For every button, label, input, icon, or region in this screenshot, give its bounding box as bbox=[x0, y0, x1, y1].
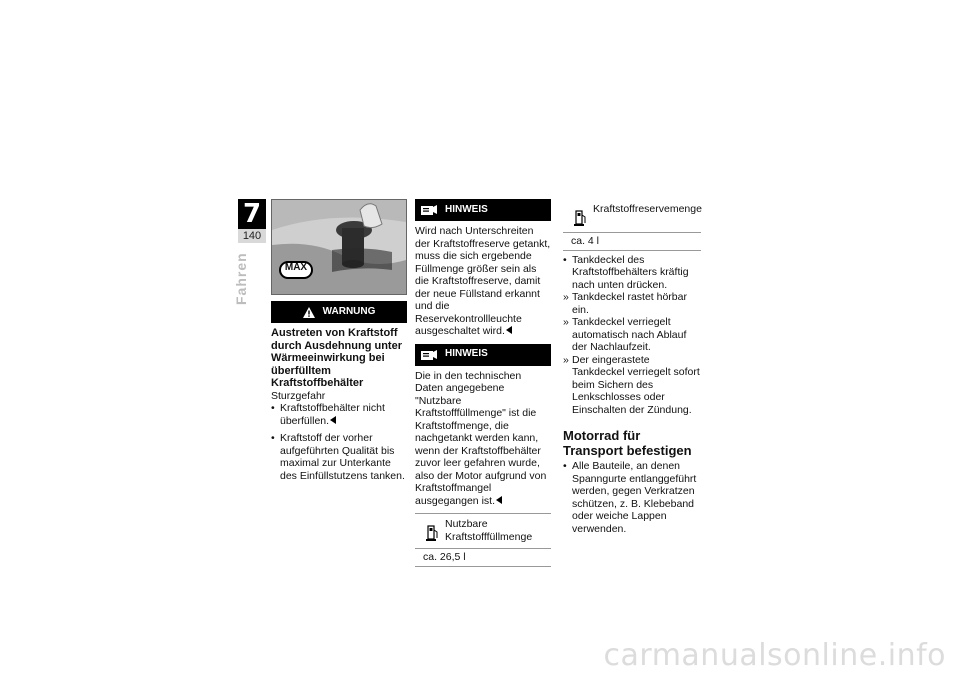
chapter-number: 7 bbox=[238, 199, 266, 229]
warning-title: Austreten von Kraftstoff durch Ausdehnung unter Wärmeeinwirkung bei überfülltem Kraftstoffbehälter bbox=[271, 327, 402, 389]
note-text-2-content: Die in den technischen Daten angegebene "Nutzbare Kraftstofffüllmenge" ist die Kraftstoffmenge, die nachgetankt werden kann, wenn der Kraftstoffbehälter zuvor leer gefahren wurde, also der Motor aufgrund von Kraftstoffmangel ausgegangen ist. bbox=[415, 369, 547, 507]
note-info-icon bbox=[421, 204, 437, 216]
warning-bullet-2 bbox=[271, 432, 407, 482]
watermark: carmanualsonline.info bbox=[603, 638, 946, 673]
warning-bullet-1 bbox=[271, 402, 407, 427]
warning-triangle-icon bbox=[303, 307, 315, 318]
note-bar-1 bbox=[415, 199, 551, 221]
max-label: MAX bbox=[284, 262, 308, 273]
note-label-2: HINWEIS bbox=[445, 348, 488, 360]
column-3 bbox=[563, 199, 701, 535]
end-mark-icon bbox=[506, 326, 512, 334]
spec-reserve-label: Kraftstoffreservemenge bbox=[593, 203, 702, 215]
note-text-1-content: Wird nach Unterschreiten der Kraftstoffreserve getankt, muss die sich ergebende Füllmenge größer sein als die Kraftstoffreserve, damit der neue Füllstand erkannt und die Reservekontrollleuchte ausgeschaltet wird. bbox=[415, 225, 551, 337]
column-1 bbox=[271, 199, 407, 482]
step-bullet: • Tankdeckel des Kraftstoffbehälters kräftig nach unten drücken. bbox=[563, 254, 701, 292]
fuel-filler-illustration bbox=[272, 200, 406, 294]
note-label-1: HINWEIS bbox=[445, 203, 488, 215]
end-mark-icon bbox=[330, 416, 336, 424]
spec-reserve-quantity bbox=[563, 199, 701, 251]
step-result: » Der eingerastete Tankdeckel verriegelt sofort beim Sichern des Lenkschlosses oder Einschalten der Zündung. bbox=[563, 354, 701, 417]
fuel-pump-icon bbox=[573, 203, 587, 227]
end-mark-icon bbox=[496, 496, 502, 504]
note-bar-2 bbox=[415, 344, 551, 366]
page-number: 140 bbox=[238, 229, 266, 243]
note-text-2 bbox=[415, 370, 551, 508]
spec-reserve-value: ca. 4 l bbox=[571, 235, 600, 247]
step-result: » Tankdeckel rastet hörbar ein. bbox=[563, 291, 701, 316]
note-info-icon bbox=[421, 349, 437, 361]
fuel-filler-photo bbox=[271, 199, 407, 295]
transport-bullet: • Alle Bauteile, an denen Spanngurte entlanggeführt werden, gegen Verkratzen schützen, z. B. Klebeband oder weiche Lappen verwenden. bbox=[563, 460, 701, 535]
warning-bullet-2-text: Kraftstoff der vorher aufgeführten Qualität bis maximal zur Unterkante des Einfüllstutzens tanken. bbox=[280, 432, 405, 482]
steps-list bbox=[563, 254, 701, 417]
spec-fill-quantity bbox=[415, 513, 551, 567]
spec-fill-header bbox=[415, 514, 551, 549]
note-text-1 bbox=[415, 225, 551, 338]
warning-label: WARNUNG bbox=[322, 305, 376, 317]
spec-fill-value: ca. 26,5 l bbox=[423, 551, 466, 563]
spec-reserve-header bbox=[563, 199, 701, 233]
spec-fill-label: Nutzbare Kraftstofffüllmenge bbox=[445, 518, 533, 543]
step-result: » Tankdeckel verriegelt automatisch nach Ablauf der Nachlaufzeit. bbox=[563, 316, 701, 354]
column-2 bbox=[415, 199, 551, 567]
fuel-pump-icon bbox=[425, 518, 439, 542]
section-title-transport: Motorrad für Transport befestigen bbox=[563, 428, 692, 458]
warning-bar bbox=[271, 301, 407, 323]
warning-bullet-1-text: Kraftstoffbehälter nicht überfüllen. bbox=[280, 402, 385, 427]
warning-subtitle: Sturzgefahr bbox=[271, 389, 326, 402]
chapter-label: Fahren bbox=[233, 252, 249, 305]
